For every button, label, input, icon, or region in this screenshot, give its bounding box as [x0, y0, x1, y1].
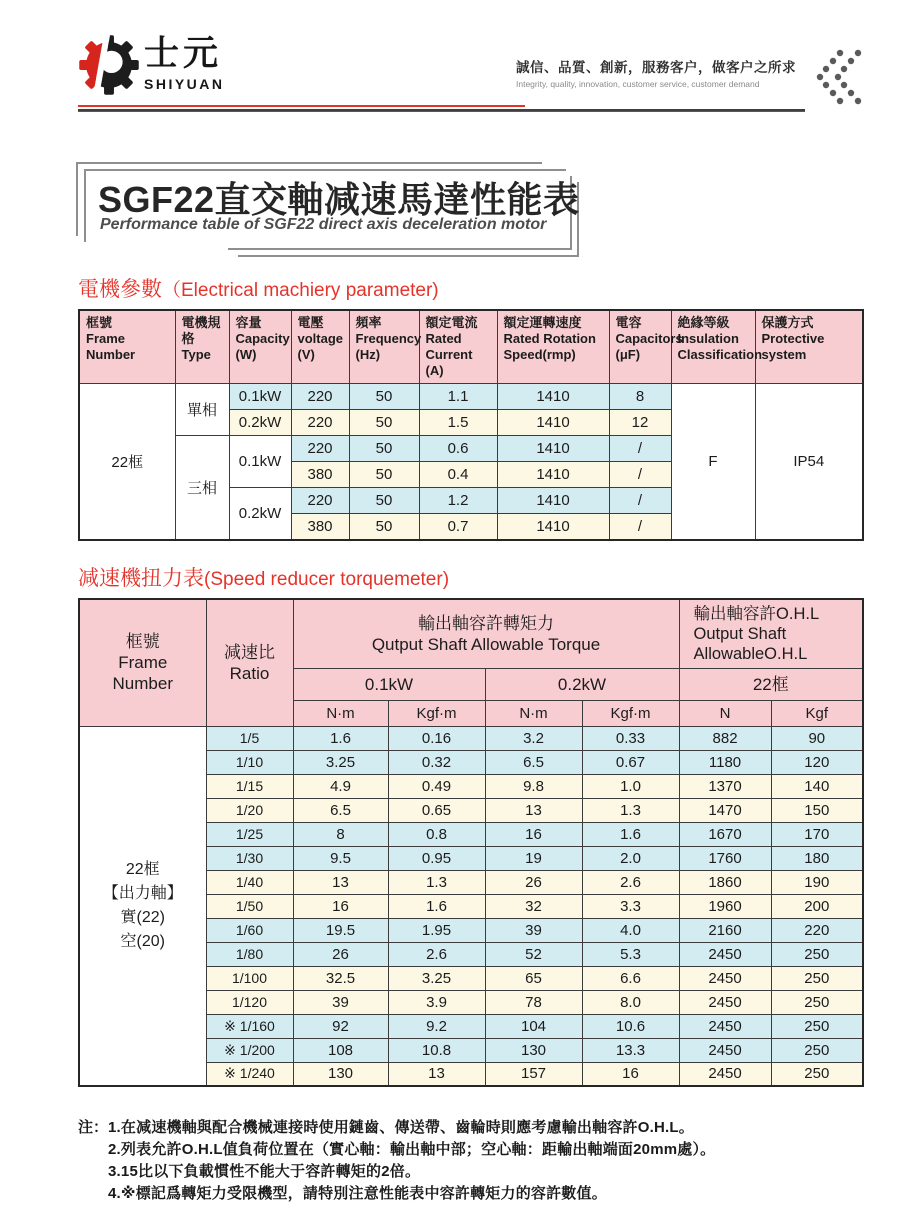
table-cell: 三相: [175, 436, 229, 540]
table-cell: 50: [349, 410, 419, 436]
electrical-table-head: [79, 310, 863, 384]
table-cell: 5.3: [582, 942, 679, 966]
table-cell: 16: [485, 822, 582, 846]
table-cell: 220: [771, 918, 863, 942]
table-cell: 39: [485, 918, 582, 942]
brand-name-cn: 士元: [144, 34, 223, 73]
table-cell: 2450: [679, 966, 771, 990]
table-cell: 1.6: [582, 822, 679, 846]
column-header-cell: 22框: [679, 668, 863, 700]
table-cell: 1180: [679, 750, 771, 774]
table-cell: 12: [609, 410, 671, 436]
notes-list: [108, 1117, 715, 1205]
table-cell: 6.6: [582, 966, 679, 990]
column-header-cell: N·m: [293, 700, 388, 726]
table-cell: 10.8: [388, 1038, 485, 1062]
table-cell: 380: [291, 462, 349, 488]
table-cell: 170: [771, 822, 863, 846]
page-subtitle: Performance table of SGF22 direct axis deceleration motor: [100, 216, 547, 233]
electrical-parameters-table: [78, 309, 864, 541]
ratio-cell: 1/120: [206, 990, 293, 1014]
ratio-cell: 1/10: [206, 750, 293, 774]
table-cell: 50: [349, 436, 419, 462]
company-slogan: [516, 56, 796, 89]
page-title: SGF22直交軸减速馬達性能表: [98, 179, 580, 220]
table-cell: 0.2kW: [229, 488, 291, 540]
table-cell: 0.65: [388, 798, 485, 822]
column-header-cell: 减速比 Ratio: [206, 599, 293, 727]
table-cell: 0.4: [419, 462, 497, 488]
table-cell: 8: [609, 384, 671, 410]
table-cell: 39: [293, 990, 388, 1014]
table-cell: 3.2: [485, 726, 582, 750]
electrical-heading-cn: 電機參數: [78, 278, 162, 301]
ratio-cell: ※ 1/240: [206, 1062, 293, 1086]
table-cell: 92: [293, 1014, 388, 1038]
table-cell: 180: [771, 846, 863, 870]
table-cell: 19: [485, 846, 582, 870]
table-cell: /: [609, 514, 671, 540]
table-cell: 2450: [679, 942, 771, 966]
column-header-cell: Kgf: [771, 700, 863, 726]
torque-table-body: [79, 726, 863, 1086]
column-header-cell: Kgf·m: [582, 700, 679, 726]
page-header: [78, 34, 862, 98]
table-cell: 380: [291, 514, 349, 540]
column-header-cell: 額定運轉速度 Rated Rotation Speed(rmp): [497, 310, 609, 384]
table-cell: 13: [293, 870, 388, 894]
table-cell: 1.2: [419, 488, 497, 514]
table-cell: 19.5: [293, 918, 388, 942]
column-header-cell: 頻率 Frequency (Hz): [349, 310, 419, 384]
table-cell: 2450: [679, 990, 771, 1014]
ratio-cell: 1/25: [206, 822, 293, 846]
table-cell: 1670: [679, 822, 771, 846]
torque-table-head: [79, 599, 863, 727]
table-cell: 0.95: [388, 846, 485, 870]
table-cell: 9.8: [485, 774, 582, 798]
table-cell: 1410: [497, 410, 609, 436]
column-header-cell: 框號 Frame Number: [79, 310, 175, 384]
table-cell: 1410: [497, 462, 609, 488]
table-row: [79, 726, 863, 750]
company-logo: [78, 34, 225, 96]
header-rule-dark: [78, 109, 805, 112]
column-header-cell: 額定電流 Rated Current (A): [419, 310, 497, 384]
table-cell: 1410: [497, 384, 609, 410]
column-header-cell: N: [679, 700, 771, 726]
column-header-cell: 電壓 voltage (V): [291, 310, 349, 384]
note-item: 2.列表允許O.H.L值負荷位置在（實心軸：輸出軸中部；空心軸：距輸出軸端面20mm處）。: [108, 1141, 716, 1158]
column-header-cell: Kgf·m: [388, 700, 485, 726]
ratio-cell: 1/50: [206, 894, 293, 918]
table-cell: 1.95: [388, 918, 485, 942]
column-header-cell: 保護方式 Protective system: [755, 310, 863, 384]
table-cell: 0.2kW: [229, 410, 291, 436]
column-header-cell: 輸出軸容許轉矩力 Qutput Shaft Allowable Torque: [293, 599, 679, 669]
table-cell: 16: [582, 1062, 679, 1086]
table-cell: 50: [349, 488, 419, 514]
table-cell: 250: [771, 1014, 863, 1038]
table-cell: 150: [771, 798, 863, 822]
ratio-cell: 1/5: [206, 726, 293, 750]
table-cell: 1.6: [293, 726, 388, 750]
table-cell: 157: [485, 1062, 582, 1086]
table-cell: 90: [771, 726, 863, 750]
column-header-cell: 絶緣等級 Insulation Classification: [671, 310, 755, 384]
table-cell: 0.1kW: [229, 384, 291, 410]
table-cell: 1.3: [582, 798, 679, 822]
torque-table: [78, 598, 864, 1088]
table-cell: 3.9: [388, 990, 485, 1014]
brand-name-en: SHIYUAN: [144, 76, 225, 92]
table-row: [79, 384, 863, 410]
table-cell: 130: [485, 1038, 582, 1062]
table-cell: 2.0: [582, 846, 679, 870]
table-cell: 1.0: [582, 774, 679, 798]
note-item: 4.※標記爲轉矩力受限機型，請特別注意性能表中容許轉矩力的容許數值。: [108, 1185, 607, 1202]
electrical-table-body: [79, 384, 863, 540]
table-cell: 2450: [679, 1014, 771, 1038]
note-item: 1.在减速機軸與配合機械連接時使用鏈齒、傳送帶、齒輪時則應考慮輸出軸容許O.H.L。: [108, 1119, 694, 1136]
ratio-cell: 1/15: [206, 774, 293, 798]
ratio-cell: 1/30: [206, 846, 293, 870]
electrical-heading-en: （Electrical machiery parameter): [162, 280, 439, 301]
table-cell: 26: [485, 870, 582, 894]
ratio-cell: 1/80: [206, 942, 293, 966]
column-header-cell: 電機規格 Type: [175, 310, 229, 384]
table-cell: 2.6: [582, 870, 679, 894]
header-rule-red: [78, 105, 525, 107]
column-header-cell: 輸出軸容許O.H.L Output Shaft AllowableO.H.L: [679, 599, 863, 669]
table-cell: 32.5: [293, 966, 388, 990]
table-cell: 13.3: [582, 1038, 679, 1062]
column-header-cell: 電容 Capacitors (μF): [609, 310, 671, 384]
table-cell: 1410: [497, 488, 609, 514]
table-cell: 6.5: [293, 798, 388, 822]
column-header-cell: N·m: [485, 700, 582, 726]
table-cell: 1760: [679, 846, 771, 870]
ratio-cell: ※ 1/200: [206, 1038, 293, 1062]
table-cell: 0.7: [419, 514, 497, 540]
table-cell: 2160: [679, 918, 771, 942]
table-cell: 140: [771, 774, 863, 798]
table-cell: 4.9: [293, 774, 388, 798]
ratio-cell: 1/20: [206, 798, 293, 822]
table-cell: 單相: [175, 384, 229, 436]
table-cell: 250: [771, 942, 863, 966]
table-cell: 1860: [679, 870, 771, 894]
note-item: 3.15比以下負載慣性不能大于容許轉矩的2倍。: [108, 1163, 421, 1180]
table-cell: 1.5: [419, 410, 497, 436]
table-cell: 4.0: [582, 918, 679, 942]
table-cell: 220: [291, 436, 349, 462]
torque-heading-en: (Speed reducer torquemeter): [204, 568, 450, 590]
slogan-cn: 誠信、品質、創新，服務客户，做客户之所求: [516, 60, 796, 75]
table-cell: 2450: [679, 1038, 771, 1062]
table-cell: 220: [291, 488, 349, 514]
table-cell: 130: [293, 1062, 388, 1086]
torque-section-heading: [78, 567, 862, 593]
column-header-cell: 框號 Frame Number: [79, 599, 206, 727]
table-cell: 6.5: [485, 750, 582, 774]
table-cell: 0.6: [419, 436, 497, 462]
table-cell: 9.5: [293, 846, 388, 870]
table-cell: 200: [771, 894, 863, 918]
table-cell: 1410: [497, 436, 609, 462]
torque-heading-cn: 减速機扭力表: [78, 566, 204, 590]
table-cell: 50: [349, 462, 419, 488]
footnotes: [78, 1117, 862, 1205]
table-cell: 3.25: [293, 750, 388, 774]
table-cell: 120: [771, 750, 863, 774]
table-cell: 1.1: [419, 384, 497, 410]
table-cell: 0.16: [388, 726, 485, 750]
table-cell: 52: [485, 942, 582, 966]
table-cell: 220: [291, 384, 349, 410]
table-cell: 0.1kW: [229, 436, 291, 488]
table-cell: 26: [293, 942, 388, 966]
table-cell: 250: [771, 1062, 863, 1086]
table-cell: 0.32: [388, 750, 485, 774]
table-cell: 8.0: [582, 990, 679, 1014]
table-cell: 104: [485, 1014, 582, 1038]
column-header-cell: 0.2kW: [485, 668, 679, 700]
table-cell: 3.25: [388, 966, 485, 990]
table-cell: 190: [771, 870, 863, 894]
table-cell: 882: [679, 726, 771, 750]
table-cell: 108: [293, 1038, 388, 1062]
table-cell: 13: [388, 1062, 485, 1086]
table-cell: 0.8: [388, 822, 485, 846]
table-cell: /: [609, 462, 671, 488]
table-cell: 1.3: [388, 870, 485, 894]
table-cell: /: [609, 488, 671, 514]
table-cell: IP54: [755, 384, 863, 540]
table-cell: 0.49: [388, 774, 485, 798]
table-cell: 78: [485, 990, 582, 1014]
ratio-cell: ※ 1/160: [206, 1014, 293, 1038]
column-header-cell: 0.1kW: [293, 668, 485, 700]
ratio-cell: 1/60: [206, 918, 293, 942]
table-cell: 250: [771, 966, 863, 990]
table-cell: 1370: [679, 774, 771, 798]
table-cell: 22框: [79, 384, 175, 540]
table-cell: 16: [293, 894, 388, 918]
table-cell: 13: [485, 798, 582, 822]
table-cell: 1960: [679, 894, 771, 918]
table-cell: 0.67: [582, 750, 679, 774]
ratio-cell: 1/40: [206, 870, 293, 894]
ratio-cell: 1/100: [206, 966, 293, 990]
table-cell: 65: [485, 966, 582, 990]
table-cell: 32: [485, 894, 582, 918]
table-cell: 1410: [497, 514, 609, 540]
frame-number-cell: 22框 【出力軸】 實(22) 空(20): [79, 726, 206, 1086]
table-cell: 10.6: [582, 1014, 679, 1038]
table-cell: /: [609, 436, 671, 462]
slogan-en: Integrity, quality, innovation, customer service, customer demand: [516, 79, 760, 89]
electrical-section-heading: [78, 278, 862, 304]
table-cell: 2450: [679, 1062, 771, 1086]
table-cell: 1.6: [388, 894, 485, 918]
table-cell: 250: [771, 1038, 863, 1062]
table-cell: 3.3: [582, 894, 679, 918]
title-block: [78, 154, 580, 252]
table-cell: 2.6: [388, 942, 485, 966]
table-cell: 8: [293, 822, 388, 846]
table-cell: 50: [349, 514, 419, 540]
table-cell: 1470: [679, 798, 771, 822]
notes-label: 注：: [78, 1119, 109, 1136]
column-header-cell: 容量 Capacity (W): [229, 310, 291, 384]
table-cell: 250: [771, 990, 863, 1014]
table-cell: 0.33: [582, 726, 679, 750]
gear-logo-icon: [78, 34, 140, 96]
table-cell: 50: [349, 384, 419, 410]
table-cell: F: [671, 384, 755, 540]
table-cell: 220: [291, 410, 349, 436]
chevron-dots-icon: [812, 48, 862, 111]
table-cell: 9.2: [388, 1014, 485, 1038]
